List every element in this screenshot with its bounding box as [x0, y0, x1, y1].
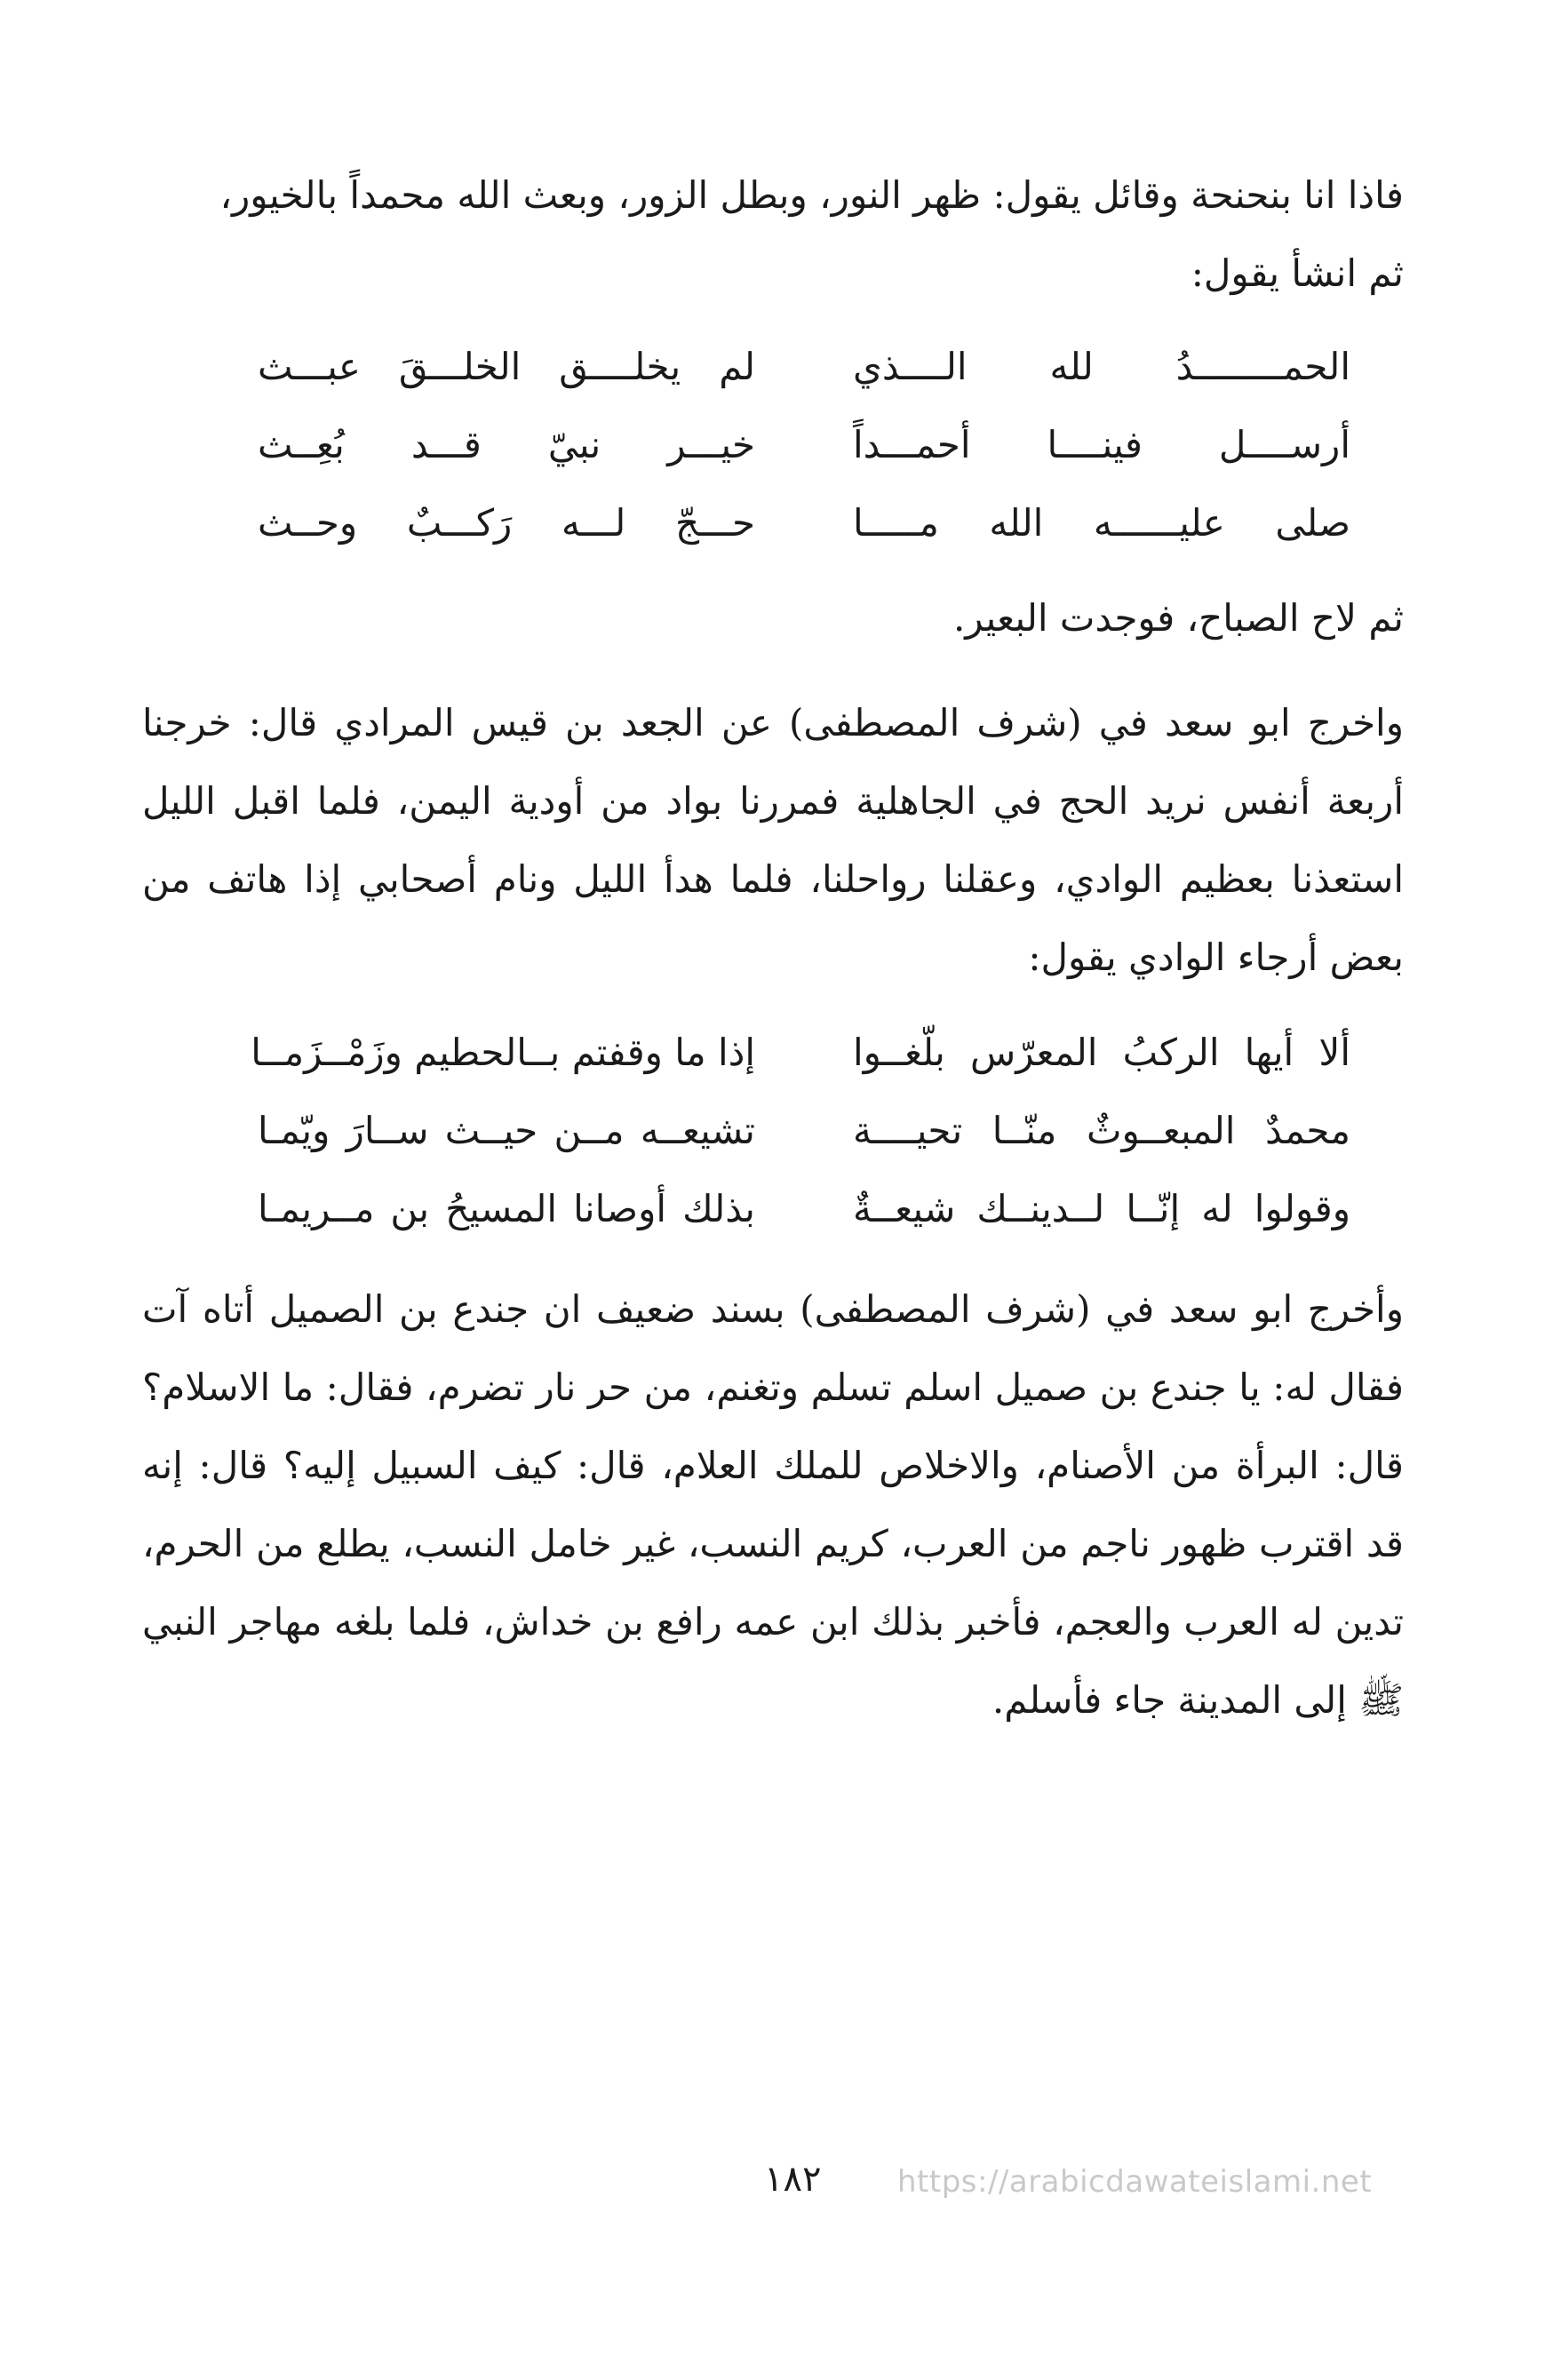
poem-hemistich-second: حـــجّ لـــه رَكـــبٌ وحــث — [258, 500, 755, 545]
paragraph-2-text: واخرج ابو سعد في (شرف المصطفى) عن الجعد بن قيس المرادي قال: خرجنا أربعة أنفس نريد الحج في الجاهلية فمررنا بواد من أودية اليمن، فلما اقبل الليل استعذنا بعظيم الوادي، وعقلنا رواحلنا، فلما هدأ الليل ونام أصحابي إذا هاتف من بعض أرجاء الوادي يقول: — [142, 701, 1404, 979]
poem-hemistich-first: ألا أيها الركبُ المعرّس بلّغــوا — [853, 1030, 1350, 1074]
poem-verse — [142, 1091, 1404, 1169]
poem-hemistich-second: خيـــر نبيّ قـــد بُعِــث — [258, 422, 755, 466]
poem-hemistich-first: أرســــل فينــــا أحمـــداً — [853, 422, 1350, 466]
intro-paragraph — [142, 156, 1404, 313]
poem-verse — [142, 405, 1404, 483]
poem-hemistich-first: صلى عليــــــه الله مـــــا — [853, 500, 1350, 545]
watermark-url: https://arabicdawateislami.net — [897, 2164, 1373, 2200]
intro-line-2: ثم انشأ يقول: — [1191, 251, 1404, 295]
poem-hemistich-first: وقولوا له إنّــا لــدينــك شيعــةٌ — [853, 1186, 1350, 1230]
paragraph-3-text: وأخرج ابو سعد في (شرف المصطفى) بسند ضعيف ان جندع بن الصميل أتاه آت فقال له: يا جندع بن صميل اسلم تسلم وتغنم، من حر نار تضرم، فقال: ما الاسلام؟ قال: البرأة من الأصنام، والاخلاص للملك العلام، قال: كيف السبيل إليه؟ قال: إنه قد اقترب ظهور ناجم من العرب، كريم النسب، غير خامل النسب، يطلع من الحرم، تدين له العرب والعجم، فأخبر بذلك ابن عمه رافع بن خداش، فلما بلغه مهاجر النبي ﷺ إلى المدينة جاء فأسلم. — [142, 1287, 1404, 1722]
poem-verse — [142, 327, 1404, 405]
poem-1 — [142, 327, 1404, 561]
poem-verse — [142, 483, 1404, 561]
poem-hemistich-second: تشيعــه مــن حيــث ســارَ ويّمـا — [258, 1108, 755, 1152]
poem-verse — [142, 1013, 1404, 1091]
poem-hemistich-second: لم يخلــــق الخلـــقَ عبـــث — [258, 344, 755, 388]
paragraph-2 — [142, 684, 1404, 997]
intro-line-1: فاذا انا بنحنحة وقائل يقول: ظهر النور، وبطل الزور، وبعث الله محمداً بالخيور، — [219, 173, 1404, 217]
paragraph-3 — [142, 1270, 1404, 1739]
poem-hemistich-first: محمدٌ المبعــوثٌ منّــا تحيــــة — [853, 1108, 1350, 1152]
after-poem-line: ثم لاح الصباح، فوجدت البعير. — [952, 596, 1404, 640]
poem-hemistich-first: الحمــــــــدُ لله الــــذي — [853, 344, 1350, 388]
poem-verse — [142, 1169, 1404, 1247]
page-number: ١٨٢ — [764, 2159, 822, 2200]
poem-2 — [142, 1013, 1404, 1247]
poem-hemistich-second: بذلك أوصانا المسيحُ بن مــريمـا — [258, 1186, 755, 1230]
after-poem-paragraph — [142, 579, 1404, 657]
poem-hemistich-second: إذا ما وقفتم بــالحطيم وزَمْــزَمــا — [251, 1030, 755, 1074]
